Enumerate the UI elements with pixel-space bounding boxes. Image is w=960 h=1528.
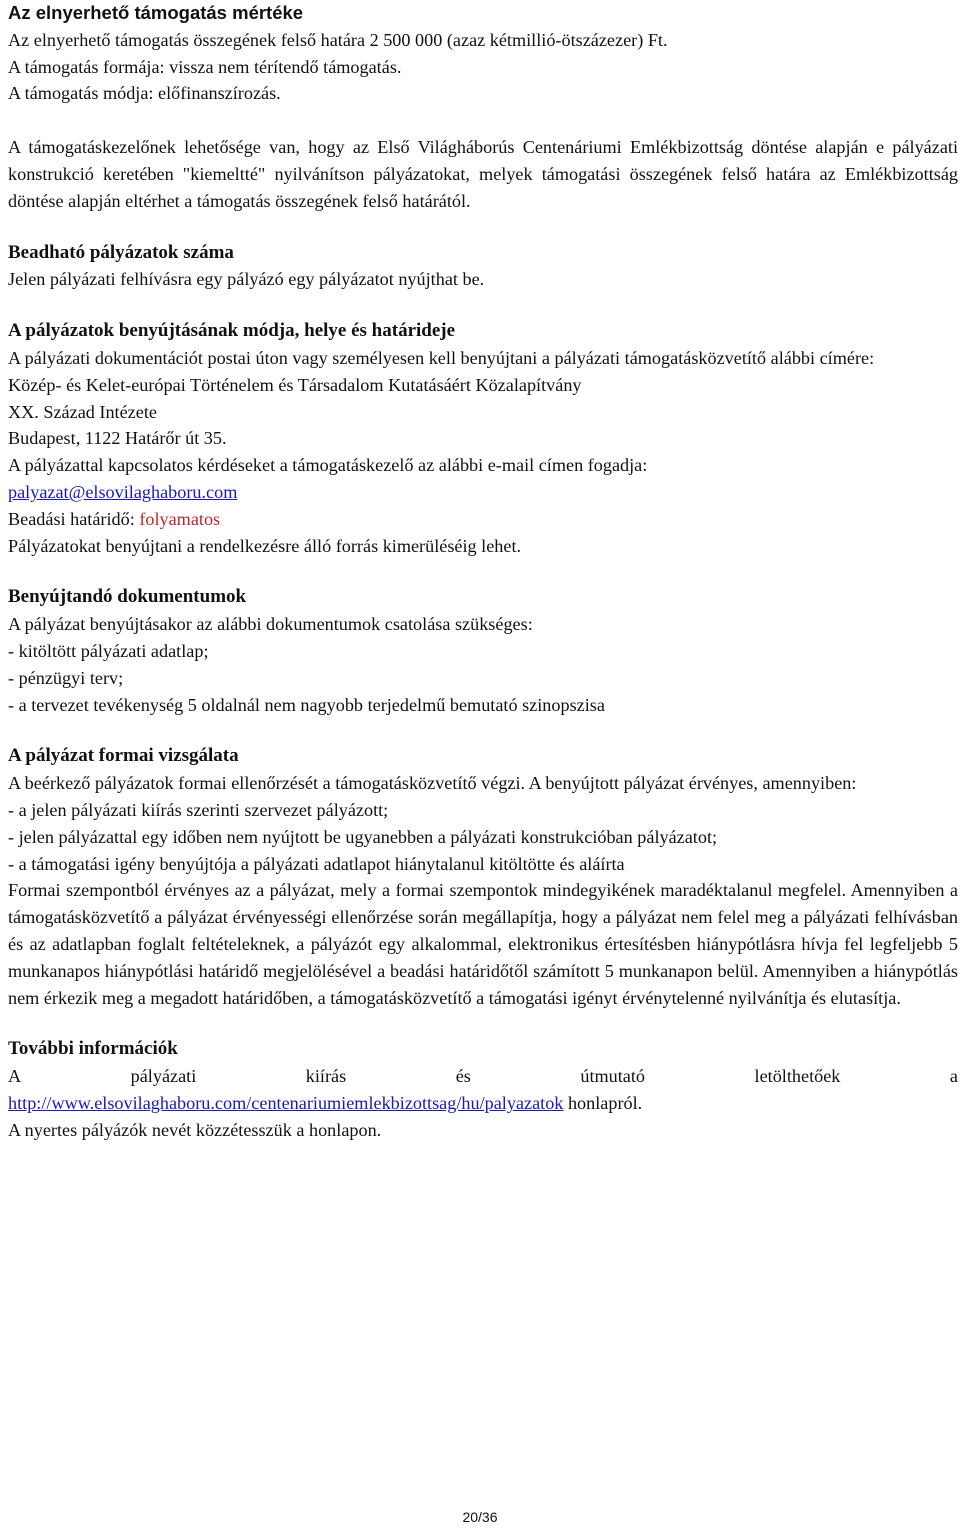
info-line-1 bbox=[8, 1063, 958, 1090]
info-word: útmutató bbox=[580, 1066, 646, 1087]
info-after-url: honlapról. bbox=[563, 1092, 643, 1113]
spacer bbox=[8, 718, 958, 743]
spacer bbox=[8, 1011, 958, 1036]
info-word: pályázati bbox=[130, 1066, 197, 1087]
formal-item: - a támogatási igény benyújtója a pályázati adatlapot hiánytalanul kitöltötte és aláírta bbox=[8, 853, 625, 874]
deadline-label: Beadási határidő: bbox=[8, 508, 140, 529]
deadline-value: folyamatos bbox=[139, 508, 221, 529]
info-word: letölthetőek bbox=[754, 1066, 841, 1087]
spacer bbox=[8, 107, 958, 134]
heading-submission: A pályázatok benyújtásának módja, helye és határideje bbox=[8, 320, 456, 342]
page-number: 20/36 bbox=[462, 1509, 498, 1525]
address-line-3: Budapest, 1122 Határőr út 35. bbox=[8, 428, 227, 449]
info-word: A bbox=[8, 1066, 22, 1087]
heading-documents: Benyújtandó dokumentumok bbox=[8, 586, 247, 608]
email-link[interactable]: palyazat@elsovilaghaboru.com bbox=[8, 481, 238, 502]
amount-line-2: A támogatás formája: vissza nem térítendő támogatás. bbox=[8, 56, 402, 77]
winners-text: A nyertes pályázók nevét közzétesszük a honlapon. bbox=[8, 1119, 382, 1140]
documents-item: - kitöltött pályázati adatlap; bbox=[8, 640, 209, 661]
amount-line-1: Az elnyerhető támogatás összegének felső határa 2 500 000 (azaz kétmillió-ötszázezer) Ft. bbox=[8, 29, 668, 50]
documents-item: - pénzügyi terv; bbox=[8, 667, 124, 688]
questions-text: A pályázattal kapcsolatos kérdéseket a támogatáskezelő az alábbi e-mail címen fogadja: bbox=[8, 455, 648, 476]
formal-item: - jelen pályázattal egy időben nem nyújtott be ugyanebben a pályázati konstrukcióban pályázatot; bbox=[8, 826, 718, 847]
info-word: a bbox=[949, 1066, 958, 1087]
deadline-line bbox=[8, 506, 958, 533]
address-line-1: Közép- és Kelet-európai Történelem és Társadalom Kutatásáért Közalapítvány bbox=[8, 374, 582, 395]
documents-item: - a tervezet tevékenység 5 oldalnál nem nagyobb terjedelmű bemutató szinopszisa bbox=[8, 694, 605, 715]
submission-intro: A pályázati dokumentációt postai úton vagy személyesen kell benyújtani a pályázati támogatásközvetítő alábbi címére: bbox=[8, 347, 875, 368]
spacer bbox=[8, 293, 958, 318]
address-line-2: XX. Század Intézete bbox=[8, 401, 157, 422]
submission-until: Pályázatokat benyújtani a rendelkezésre álló forrás kimerüléséig lehet. bbox=[8, 535, 522, 556]
heading-further-info: További információk bbox=[8, 1038, 178, 1060]
formal-paragraph: Formai szempontból érvényes az a pályázat, mely a formai szempontok mindegyikének maradéktalanul megfelel. Amennyiben a támogatásközvetítő a pályázat érvényességi ellenőrzése során megállapítja, hogy a pályázat nem felel meg a pályázati felhívásban és az adatlapban foglalt feltételeknek, a pályázót egy alkalommal, elektronikus értesítésben hiánypótlásra hívja fel legfeljebb 5 munkanapos hiánypótlási határidő megjelölésével a beadási határidőtől számított 5 munkanapon belül. Amennyiben a hiánypótlás nem érkezik meg a megadott határidőben, a támogatásközvetítő a támogatási igényt érvénytelenné nyilvánítja és elutasítja. bbox=[8, 880, 958, 1008]
info-word: és bbox=[455, 1066, 471, 1087]
info-line-2 bbox=[8, 1090, 958, 1117]
heading-support-amount: Az elnyerhető támogatás mértéke bbox=[8, 2, 304, 23]
paragraph-priority: A támogatáskezelőnek lehetősége van, hogy az Első Világháborús Centenáriumi Emlékbizottság döntése alapján e pályázati konstrukció keretében "kiemeltté" nyilvánítson pályázatokat, melyek támogatási összegének felső határa az Emlékbizottság döntése alapján eltérhet a támogatás összegének felső határától. bbox=[8, 137, 958, 211]
heading-formal-check: A pályázat formai vizsgálata bbox=[8, 745, 239, 767]
spacer bbox=[8, 215, 958, 240]
document-page bbox=[8, 0, 958, 1143]
documents-intro: A pályázat benyújtásakor az alábbi dokumentumok csatolása szükséges: bbox=[8, 614, 533, 635]
formal-intro: A beérkező pályázatok formai ellenőrzését a támogatásközvetítő végzi. A benyújtott pályázat érvényes, amennyiben: bbox=[8, 773, 857, 794]
spacer bbox=[8, 559, 958, 584]
amount-line-3: A támogatás módja: előfinanszírozás. bbox=[8, 83, 281, 104]
info-word: kiírás bbox=[305, 1066, 347, 1087]
formal-item: - a jelen pályázati kiírás szerinti szervezet pályázott; bbox=[8, 799, 389, 820]
website-link[interactable]: http://www.elsovilaghaboru.com/centenariumiemlekbizottsag/hu/palyazatok bbox=[8, 1092, 564, 1113]
heading-application-count: Beadható pályázatok száma bbox=[8, 241, 234, 263]
count-text: Jelen pályázati felhívásra egy pályázó egy pályázatot nyújthat be. bbox=[8, 269, 485, 290]
